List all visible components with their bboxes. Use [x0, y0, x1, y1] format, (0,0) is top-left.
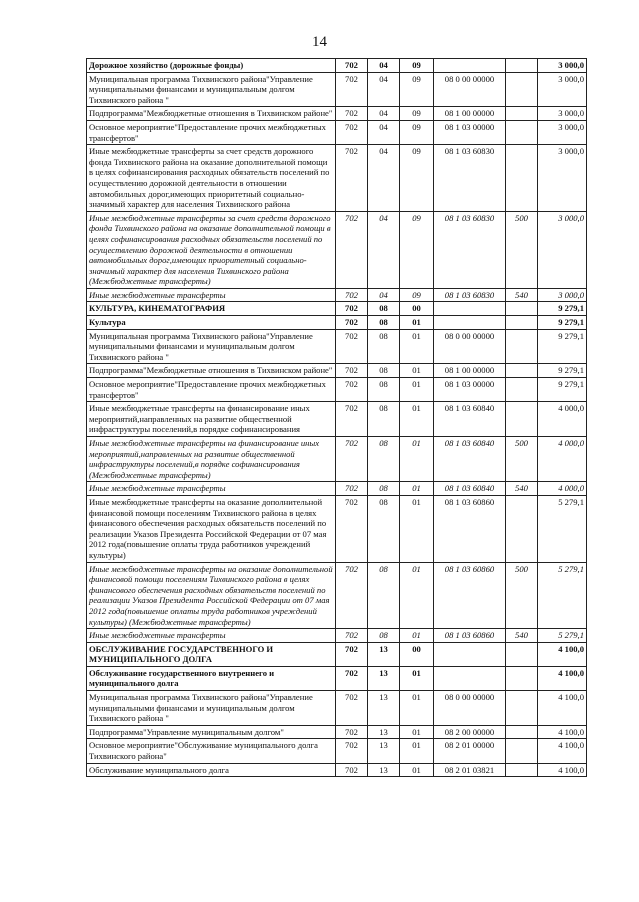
row-subsection-code: 01 — [400, 739, 434, 763]
table-row — [87, 739, 587, 763]
row-name: Иные межбюджетные трансферты за счет средств дорожного фонда Тихвинского района на оказание дополнительной помощи в целях софинансирования расходных обязательств поселений по осуществлению дорожной деятельности в отношении автомобильных дорог,имеющих приоритетный социально-значимый характер для населения Тихвинского района (Межбюджетные трансферты) — [87, 211, 336, 288]
row-expense-type-code — [506, 107, 538, 121]
row-target-code: 08 0 00 00000 — [434, 72, 506, 107]
row-amount: 4 100,0 — [538, 666, 587, 690]
table-row — [87, 211, 587, 288]
row-section-code: 08 — [368, 495, 400, 562]
row-gr-code: 702 — [336, 482, 368, 496]
row-name: Иные межбюджетные трансферты на финансирование иных мероприятий,направленных на развитие общественной инфраструктуры поселений,в порядке софинансирования — [87, 402, 336, 437]
row-gr-code: 702 — [336, 316, 368, 330]
row-target-code: 08 1 00 00000 — [434, 364, 506, 378]
row-amount: 3 000,0 — [538, 107, 587, 121]
row-name: Муниципальная программа Тихвинского района"Управление муниципальными финансами и муниципальным долгом Тихвинского района " — [87, 691, 336, 726]
row-subsection-code: 01 — [400, 402, 434, 437]
row-section-code: 13 — [368, 666, 400, 690]
row-name: Иные межбюджетные трансферты — [87, 629, 336, 643]
row-expense-type-code — [506, 666, 538, 690]
row-gr-code: 702 — [336, 364, 368, 378]
row-amount: 9 279,1 — [538, 364, 587, 378]
row-subsection-code: 01 — [400, 629, 434, 643]
row-expense-type-code — [506, 329, 538, 364]
row-expense-type-code: 500 — [506, 211, 538, 288]
row-name: Культура — [87, 316, 336, 330]
row-subsection-code: 09 — [400, 288, 434, 302]
row-subsection-code: 09 — [400, 59, 434, 73]
row-section-code: 04 — [368, 288, 400, 302]
row-expense-type-code — [506, 72, 538, 107]
row-section-code: 04 — [368, 59, 400, 73]
row-amount: 4 100,0 — [538, 642, 587, 666]
table-row — [87, 666, 587, 690]
row-section-code: 08 — [368, 402, 400, 437]
row-gr-code: 702 — [336, 59, 368, 73]
row-target-code: 08 2 01 03821 — [434, 763, 506, 777]
table-row — [87, 120, 587, 144]
row-section-code: 08 — [368, 364, 400, 378]
row-subsection-code: 09 — [400, 107, 434, 121]
row-subsection-code: 09 — [400, 72, 434, 107]
row-target-code: 08 1 03 60860 — [434, 495, 506, 562]
row-name: Подпрограмма"Межбюджетные отношения в Тихвинском районе" — [87, 107, 336, 121]
table-row — [87, 495, 587, 562]
row-section-code: 04 — [368, 211, 400, 288]
row-amount: 3 000,0 — [538, 211, 587, 288]
row-section-code: 08 — [368, 316, 400, 330]
row-target-code: 08 1 03 60840 — [434, 482, 506, 496]
row-gr-code: 702 — [336, 211, 368, 288]
row-name: Обслуживание муниципального долга — [87, 763, 336, 777]
row-section-code: 08 — [368, 329, 400, 364]
table-row — [87, 59, 587, 73]
row-name: Муниципальная программа Тихвинского района"Управление муниципальными финансами и муниципальным долгом Тихвинского района " — [87, 72, 336, 107]
row-section-code: 08 — [368, 378, 400, 402]
table-row — [87, 629, 587, 643]
row-target-code: 08 1 03 60830 — [434, 211, 506, 288]
row-amount: 4 100,0 — [538, 763, 587, 777]
row-expense-type-code — [506, 378, 538, 402]
row-subsection-code: 01 — [400, 725, 434, 739]
row-name: Основное мероприятие"Предоставление прочих межбюджетных трансфертов" — [87, 120, 336, 144]
row-subsection-code: 00 — [400, 302, 434, 316]
row-section-code: 08 — [368, 302, 400, 316]
row-gr-code: 702 — [336, 120, 368, 144]
row-subsection-code: 01 — [400, 763, 434, 777]
table-row — [87, 562, 587, 629]
table-row — [87, 145, 587, 212]
row-subsection-code: 09 — [400, 211, 434, 288]
row-gr-code: 702 — [336, 302, 368, 316]
row-target-code: 08 1 03 60830 — [434, 145, 506, 212]
table-row — [87, 437, 587, 482]
row-gr-code: 702 — [336, 642, 368, 666]
row-expense-type-code — [506, 725, 538, 739]
row-expense-type-code — [506, 302, 538, 316]
row-target-code: 08 1 03 00000 — [434, 120, 506, 144]
row-expense-type-code: 540 — [506, 629, 538, 643]
row-amount: 4 100,0 — [538, 691, 587, 726]
row-gr-code: 702 — [336, 562, 368, 629]
row-target-code: 08 1 03 60860 — [434, 562, 506, 629]
row-name: Основное мероприятие"Обслуживание муниципального долга Тихвинского района" — [87, 739, 336, 763]
row-expense-type-code — [506, 691, 538, 726]
row-subsection-code: 09 — [400, 120, 434, 144]
row-subsection-code: 01 — [400, 691, 434, 726]
row-target-code: 08 2 01 00000 — [434, 739, 506, 763]
row-subsection-code: 01 — [400, 482, 434, 496]
row-amount: 3 000,0 — [538, 145, 587, 212]
table-row — [87, 402, 587, 437]
row-name: Подпрограмма"Управление муниципальным долгом" — [87, 725, 336, 739]
row-target-code: 08 1 03 60860 — [434, 629, 506, 643]
row-subsection-code: 01 — [400, 378, 434, 402]
row-expense-type-code — [506, 316, 538, 330]
table-row — [87, 691, 587, 726]
row-expense-type-code — [506, 739, 538, 763]
row-name: Подпрограмма"Межбюджетные отношения в Тихвинском районе" — [87, 364, 336, 378]
row-subsection-code: 01 — [400, 329, 434, 364]
row-gr-code: 702 — [336, 378, 368, 402]
row-target-code: 08 2 00 00000 — [434, 725, 506, 739]
row-target-code: 08 1 03 60840 — [434, 437, 506, 482]
row-target-code: 08 1 00 00000 — [434, 107, 506, 121]
row-subsection-code: 01 — [400, 495, 434, 562]
table-row — [87, 378, 587, 402]
table-row — [87, 316, 587, 330]
table-row — [87, 725, 587, 739]
row-expense-type-code: 540 — [506, 288, 538, 302]
row-amount: 9 279,1 — [538, 302, 587, 316]
row-section-code: 04 — [368, 72, 400, 107]
row-target-code: 08 1 03 60840 — [434, 402, 506, 437]
row-target-code: 08 1 03 60830 — [434, 288, 506, 302]
table-row — [87, 329, 587, 364]
row-expense-type-code — [506, 59, 538, 73]
row-subsection-code: 00 — [400, 642, 434, 666]
row-gr-code: 702 — [336, 145, 368, 212]
row-gr-code: 702 — [336, 495, 368, 562]
budget-table — [86, 58, 587, 777]
row-expense-type-code — [506, 495, 538, 562]
row-section-code: 08 — [368, 482, 400, 496]
row-amount: 9 279,1 — [538, 316, 587, 330]
row-target-code: 08 0 00 00000 — [434, 691, 506, 726]
row-expense-type-code — [506, 763, 538, 777]
row-target-code — [434, 642, 506, 666]
row-section-code: 13 — [368, 739, 400, 763]
row-expense-type-code — [506, 120, 538, 144]
row-expense-type-code: 500 — [506, 437, 538, 482]
row-expense-type-code — [506, 364, 538, 378]
row-gr-code: 702 — [336, 437, 368, 482]
row-name: Дорожное хозяйство (дорожные фонды) — [87, 59, 336, 73]
table-row — [87, 642, 587, 666]
row-name: Муниципальная программа Тихвинского района"Управление муниципальными финансами и муниципальным долгом Тихвинского района " — [87, 329, 336, 364]
row-name: Иные межбюджетные трансферты на оказание дополнительной финансовой помощи поселениям Тихвинского района в целях финансового обеспечения расходных обязательств поселений по реализации Указов Президента Российской Федерации от 07 мая 2012 года(повышение оплаты труда работников учреждений культуры) — [87, 495, 336, 562]
row-gr-code: 702 — [336, 691, 368, 726]
row-target-code: 08 1 03 00000 — [434, 378, 506, 402]
row-gr-code: 702 — [336, 288, 368, 302]
row-section-code: 04 — [368, 107, 400, 121]
row-name: Иные межбюджетные трансферты на оказание дополнительной финансовой помощи поселениям Тихвинского района в целях финансового обеспечения расходных обязательств поселений по реализации Указов Президента Российской Федерации от 07 мая 2012 года(повышение оплаты труда работников учреждений культуры) (Межбюджетные трансферты) — [87, 562, 336, 629]
row-gr-code: 702 — [336, 763, 368, 777]
row-name: КУЛЬТУРА, КИНЕМАТОГРАФИЯ — [87, 302, 336, 316]
row-target-code — [434, 59, 506, 73]
table-row — [87, 364, 587, 378]
row-target-code — [434, 316, 506, 330]
row-section-code: 13 — [368, 725, 400, 739]
row-section-code: 04 — [368, 120, 400, 144]
row-subsection-code: 01 — [400, 562, 434, 629]
table-row — [87, 482, 587, 496]
row-section-code: 08 — [368, 629, 400, 643]
row-amount: 9 279,1 — [538, 378, 587, 402]
row-amount: 3 000,0 — [538, 120, 587, 144]
row-expense-type-code — [506, 402, 538, 437]
row-name: Иные межбюджетные трансферты — [87, 288, 336, 302]
row-amount: 4 000,0 — [538, 437, 587, 482]
table-row — [87, 763, 587, 777]
row-name: Иные межбюджетные трансферты на финансирование иных мероприятий,направленных на развитие общественной инфраструктуры поселений,в порядке софинансирования (Межбюджетные трансферты) — [87, 437, 336, 482]
row-gr-code: 702 — [336, 72, 368, 107]
row-section-code: 13 — [368, 642, 400, 666]
row-amount: 5 279,1 — [538, 629, 587, 643]
row-gr-code: 702 — [336, 329, 368, 364]
row-gr-code: 702 — [336, 402, 368, 437]
page-number: 14 — [312, 34, 327, 50]
row-gr-code: 702 — [336, 739, 368, 763]
row-subsection-code: 01 — [400, 364, 434, 378]
row-section-code: 08 — [368, 562, 400, 629]
row-section-code: 13 — [368, 763, 400, 777]
row-subsection-code: 01 — [400, 437, 434, 482]
row-expense-type-code: 540 — [506, 482, 538, 496]
row-section-code: 04 — [368, 145, 400, 212]
row-amount: 9 279,1 — [538, 329, 587, 364]
row-name: Иные межбюджетные трансферты — [87, 482, 336, 496]
table-row — [87, 288, 587, 302]
row-amount: 4 000,0 — [538, 402, 587, 437]
row-amount: 3 000,0 — [538, 288, 587, 302]
row-expense-type-code — [506, 145, 538, 212]
row-name: Основное мероприятие"Предоставление прочих межбюджетных трансфертов" — [87, 378, 336, 402]
row-name: ОБСЛУЖИВАНИЕ ГОСУДАРСТВЕННОГО И МУНИЦИПАЛЬНОГО ДОЛГА — [87, 642, 336, 666]
row-amount: 3 000,0 — [538, 72, 587, 107]
row-target-code: 08 0 00 00000 — [434, 329, 506, 364]
row-amount: 3 000,0 — [538, 59, 587, 73]
row-section-code: 13 — [368, 691, 400, 726]
row-subsection-code: 01 — [400, 666, 434, 690]
budget-table-body — [87, 59, 587, 777]
row-amount: 4 100,0 — [538, 739, 587, 763]
row-gr-code: 702 — [336, 629, 368, 643]
row-name: Обслуживание государственного внутреннего и муниципального долга — [87, 666, 336, 690]
row-expense-type-code: 500 — [506, 562, 538, 629]
row-subsection-code: 09 — [400, 145, 434, 212]
row-amount: 5 279,1 — [538, 495, 587, 562]
row-expense-type-code — [506, 642, 538, 666]
row-target-code — [434, 302, 506, 316]
table-row — [87, 72, 587, 107]
row-amount: 5 279,1 — [538, 562, 587, 629]
row-subsection-code: 01 — [400, 316, 434, 330]
row-gr-code: 702 — [336, 725, 368, 739]
row-gr-code: 702 — [336, 107, 368, 121]
row-target-code — [434, 666, 506, 690]
row-gr-code: 702 — [336, 666, 368, 690]
row-amount: 4 100,0 — [538, 725, 587, 739]
row-section-code: 08 — [368, 437, 400, 482]
table-row — [87, 302, 587, 316]
row-amount: 4 000,0 — [538, 482, 587, 496]
table-row — [87, 107, 587, 121]
row-name: Иные межбюджетные трансферты за счет средств дорожного фонда Тихвинского района на оказание дополнительной помощи в целях софинансирования расходных обязательств поселений по осуществлению дорожной деятельности в отношении автомобильных дорог,имеющих приоритетный социально-значимый характер для населения Тихвинского района — [87, 145, 336, 212]
